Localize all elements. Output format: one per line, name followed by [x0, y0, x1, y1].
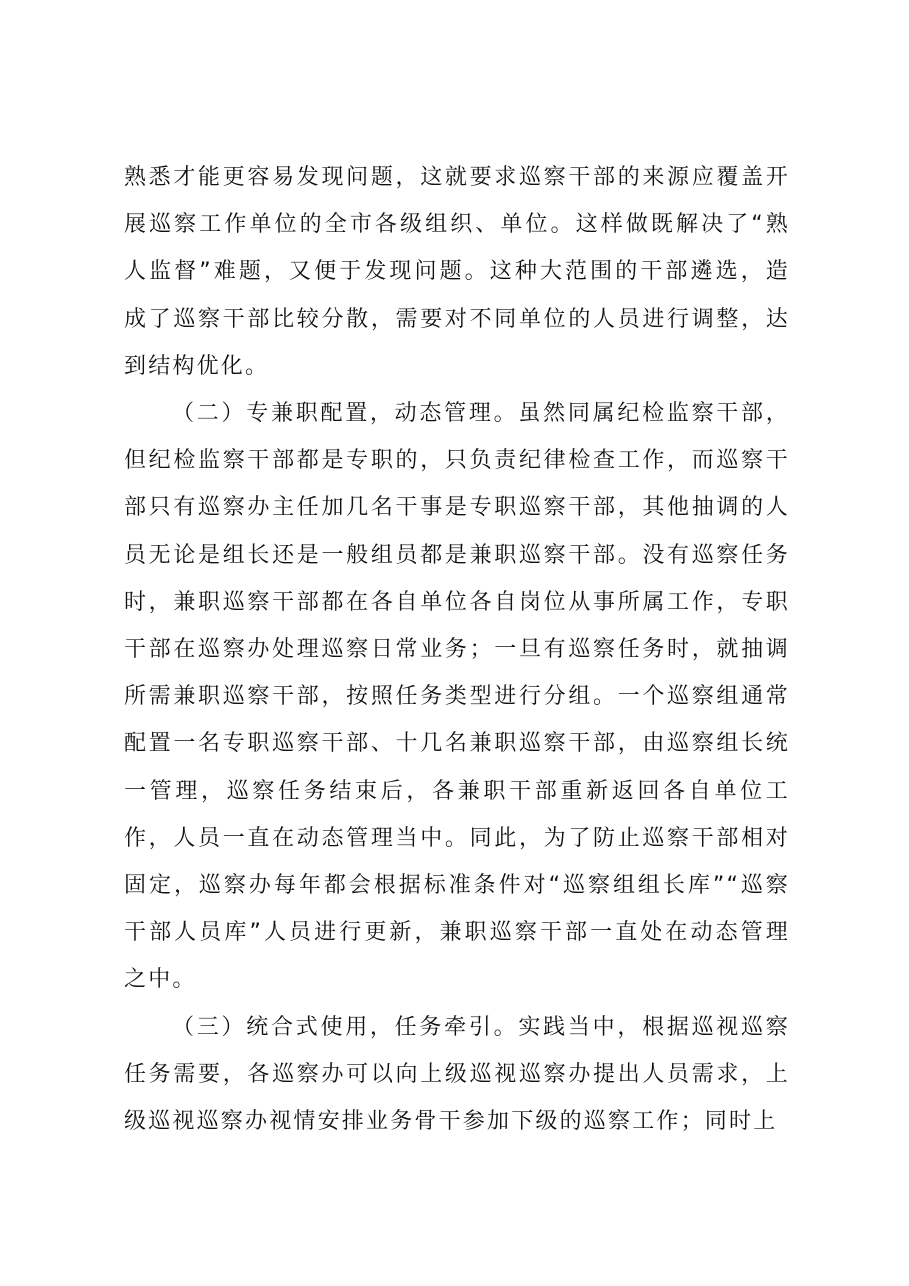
document-body [124, 154, 790, 1145]
paragraph-1: 熟悉才能更容易发现问题，这就要求巡察干部的来源应覆盖开展巡察工作单位的全市各级组织、单位。这样做既解决了“熟人监督”难题，又便于发现问题。这种大范围的干部遴选，造成了巡察干部比较分散，需要对不同单位的人员进行调整，达到结构优化。 [124, 165, 790, 379]
paragraph-2: （二）专兼职配置，动态管理。虽然同属纪检监察干部，但纪检监察干部都是专职的，只负责纪律检查工作，而巡察干部只有巡察办主任加几名干事是专职巡察干部，其他抽调的人员无论是组长还是一般组员都是兼职巡察干部。没有巡察任务时，兼职巡察干部都在各自单位各自岗位从事所属工作，专职干部在巡察办处理巡察日常业务；一旦有巡察任务时，就抽调所需兼职巡察干部，按照任务类型进行分组。一个巡察组通常配置一名专职巡察干部、十几名兼职巡察干部，由巡察组长统一管理，巡察任务结束后，各兼职干部重新返回各自单位工作，人员一直在动态管理当中。同此，为了防止巡察干部相对固定，巡察办每年都会根据标准条件对“巡察组组长库”“巡察干部人员库”人员进行更新，兼职巡察干部一直处在动态管理之中。 [124, 401, 790, 993]
paragraph-3: （三）统合式使用，任务牵引。实践当中，根据巡视巡察任务需要，各巡察办可以向上级巡视巡察办提出人员需求，上级巡视巡察办视情安排业务骨干参加下级的巡察工作；同时上 [124, 1014, 790, 1135]
